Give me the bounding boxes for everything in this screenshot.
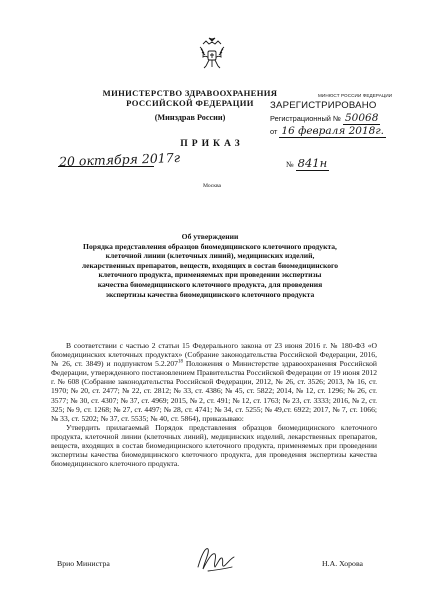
- order-heading: ПРИКАЗ: [180, 138, 244, 149]
- number-prefix: №: [286, 160, 294, 169]
- title-line: клеточного продукта, применяемых при проведении экспертизы: [98, 270, 322, 280]
- title-line: лекарственных препаратов, веществ, входящих в состав биомедицинского: [81, 260, 339, 270]
- title-line: экспертизы качества биомедицинского клеточного продукта: [105, 289, 315, 299]
- paragraph-text: В соответствии с частью 2 статьи 15 Федерального закона от 23 июня 2016 г. № 180-ФЗ «О биомедицинских клеточных продуктах» (Собрание законодательства Российской Федерации, 2016, № 26, ст. 3849) и подпунктом 5.2.207: [51, 341, 377, 369]
- registration-stamp: [270, 93, 408, 138]
- stamp-date-line: [270, 125, 408, 138]
- signatory-title: Врио Министра: [57, 559, 110, 568]
- signatory-name: Н.А. Хорова: [322, 559, 363, 568]
- stamp-reg-label: Регистрационный №: [270, 114, 341, 123]
- title-line: качества биомедицинского клеточного продукта, для проведения: [97, 279, 323, 289]
- order-date: 20 октября 2017г: [58, 149, 181, 170]
- document-title: [44, 232, 376, 299]
- ministry-abbreviation: (Минздрав России): [154, 113, 226, 122]
- city-name: Москва: [203, 183, 222, 189]
- ministry-line-2: РОССИЙСКОЙ ФЕДЕРАЦИИ: [126, 97, 254, 108]
- title-line: клеточной линии (клеточных линий), медицинских изделий,: [105, 251, 315, 261]
- body-paragraph-1: [51, 341, 377, 423]
- stamp-reg-date: 16 февраля 2018г.: [281, 125, 384, 137]
- paragraph-text: Положения о Министерстве здравоохранения Российской Федерации, утвержденного постановлением Правительства Российской Федерации от 19 июня 2012 г. № 608 (Собрание законодательства Российской Федерации, 2012, № 26, ст. 3526; 2013, № 16, ст. 1970; № 20, ст. 2477; № 22, ст. 2812; № 33, ст. 4386; № 45, ст. 5822; 2014, № 12, ст. 1296; № 26, ст. 3577; № 30, ст. 4307; № 37, ст. 4969; 2015, № 2, ст. 491; № 12, ст. 1763; № 23, ст. 3333; 2016, № 2, ст. 325; № 9, ст. 1268; № 27, ст. 4497; № 28, ст. 4741; № 34, ст. 5255; № 49,ст. 6922; 2017, № 7, ст. 1066; № 33, ст. 5202; № 37, ст. 5535; № 40, ст. 5864), приказываю:: [51, 359, 377, 423]
- ministry-name: [96, 89, 284, 108]
- title-line: Об утверждении: [181, 232, 239, 241]
- date-underline: [58, 166, 154, 167]
- order-number: [286, 156, 329, 170]
- stamp-reg-number: 50068: [344, 112, 379, 124]
- body-paragraph-2: Утвердить прилагаемый Порядок представления образцов биомедицинского клеточного продукта, клеточной линии (клеточных линий), медицинских изделий, лекарственных препаратов, веществ, входящих в состав биомедицинского клеточного продукта, применяемых при проведении экспертизы качества биомедицинского клеточного продукта, для проведения экспертизы качества биомедицинского клеточного продукта.: [51, 422, 377, 469]
- stamp-registration-line: [270, 112, 408, 125]
- coat-of-arms-emblem: [198, 37, 226, 71]
- title-line: Порядка представления образцов биомедицинского клеточного продукта,: [83, 241, 337, 251]
- footnote-superscript: 18: [177, 359, 183, 365]
- stamp-date-prefix: от: [270, 127, 278, 136]
- ministry-line-1: МИНИСТЕРСТВО ЗДРАВООХРАНЕНИЯ: [102, 88, 278, 98]
- document-body: [51, 341, 377, 468]
- number-value: 841н: [297, 156, 328, 170]
- stamp-authority-text: МИНЮСТ РОССИИ ФЕДЕРАЦИИ: [318, 93, 393, 98]
- stamp-title: ЗАРЕГИСТРИРОВАНО: [270, 100, 377, 111]
- handwritten-signature: [194, 543, 238, 575]
